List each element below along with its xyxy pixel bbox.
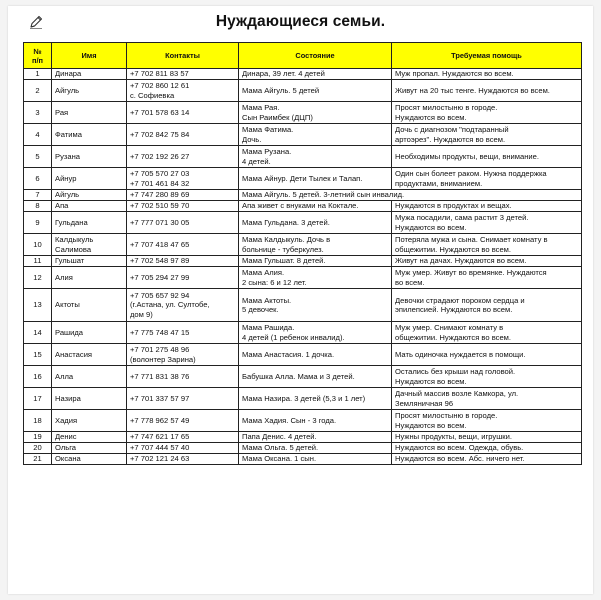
- cell-contacts: +7 701 275 48 96 (волонтер Зарина): [127, 344, 239, 366]
- cell-name: Апа: [52, 201, 127, 212]
- cell-help: Дачный массив возле Камкора, ул. Земляничная 96: [392, 388, 582, 410]
- cell-number: 9: [24, 212, 52, 234]
- cell-help: Нужны продукты, вещи, игрушки.: [392, 432, 582, 443]
- cell-name: Айгуль: [52, 80, 127, 102]
- column-header-name: Имя: [52, 43, 127, 69]
- cell-number: 8: [24, 201, 52, 212]
- cell-number: 16: [24, 366, 52, 388]
- cell-number: 21: [24, 454, 52, 465]
- cell-name: Динара: [52, 69, 127, 80]
- cell-contacts: +7 702 811 83 57: [127, 69, 239, 80]
- cell-number: 2: [24, 80, 52, 102]
- cell-contacts: +7 775 748 47 15: [127, 322, 239, 344]
- cell-help: Остались без крыши над головой. Нуждаются во всем.: [392, 366, 582, 388]
- cell-status: Мама Фатима. Дочь.: [239, 124, 392, 146]
- cell-status: Мама Рашида. 4 детей (1 ребенок инвалид).: [239, 322, 392, 344]
- table-row: [24, 102, 582, 124]
- cell-help: Муж умер. Живут во времянке. Нуждаются во всем.: [392, 267, 582, 289]
- cell-status: Мама Анастасия. 1 дочка.: [239, 344, 392, 366]
- table-header-row: [24, 43, 582, 69]
- table-row: [24, 289, 582, 322]
- column-header-contacts: Контакты: [127, 43, 239, 69]
- cell-help: Мать одиночка нуждается в помощи.: [392, 344, 582, 366]
- cell-name: Калдыкуль Салимова: [52, 234, 127, 256]
- table-row: [24, 201, 582, 212]
- cell-help: Муж пропал. Нуждаются во всем.: [392, 69, 582, 80]
- document-page: [8, 6, 593, 594]
- cell-status: Мама Алия. 2 сына: 6 и 12 лет.: [239, 267, 392, 289]
- cell-contacts: +7 747 280 89 69: [127, 190, 239, 201]
- cell-name: Анастасия: [52, 344, 127, 366]
- table-row: [24, 212, 582, 234]
- cell-status: Мама Рузана. 4 детей.: [239, 146, 392, 168]
- cell-name: Гульшат: [52, 256, 127, 267]
- cell-help: Муж умер. Снимают комнату в общежитии. Нуждаются во всем.: [392, 322, 582, 344]
- cell-status: Мама Гульдана. 3 детей.: [239, 212, 392, 234]
- cell-name: Рая: [52, 102, 127, 124]
- cell-number: 1: [24, 69, 52, 80]
- table-row: [24, 234, 582, 256]
- cell-number: 14: [24, 322, 52, 344]
- column-header-help: Требуемая помощь: [392, 43, 582, 69]
- cell-number: 18: [24, 410, 52, 432]
- cell-help: Живут на 20 тыс тенге. Нуждаются во всем.: [392, 80, 582, 102]
- cell-number: 15: [24, 344, 52, 366]
- table-row: [24, 454, 582, 465]
- cell-name: Рашида: [52, 322, 127, 344]
- cell-contacts: +7 777 071 30 05: [127, 212, 239, 234]
- cell-status: Апа живет с внуками на Коктале.: [239, 201, 392, 212]
- table-body: [24, 69, 582, 465]
- cell-contacts: +7 778 962 57 49: [127, 410, 239, 432]
- cell-name: Ольга: [52, 443, 127, 454]
- table-row: [24, 410, 582, 432]
- cell-contacts: +7 747 621 17 65: [127, 432, 239, 443]
- cell-help: Дочь с диагнозом "подтаранный артоэрез". Нуждаются во всем.: [392, 124, 582, 146]
- table-row: [24, 190, 582, 201]
- cell-contacts: +7 705 294 27 99: [127, 267, 239, 289]
- cell-name: Алла: [52, 366, 127, 388]
- table-row: [24, 69, 582, 80]
- cell-status: Мама Рая. Сын Раимбек (ДЦП): [239, 102, 392, 124]
- table-row: [24, 146, 582, 168]
- cell-number: 6: [24, 168, 52, 190]
- page-title: Нуждающиеся семьи.: [215, 13, 386, 30]
- table-row: [24, 168, 582, 190]
- table-row: [24, 443, 582, 454]
- cell-contacts: +7 701 578 63 14: [127, 102, 239, 124]
- cell-number: 7: [24, 190, 52, 201]
- cell-help: Просят милостыню в городе. Нуждаются во всем.: [392, 410, 582, 432]
- column-header-number: № п/п: [24, 43, 52, 69]
- cell-contacts: +7 702 510 59 70: [127, 201, 239, 212]
- cell-contacts: +7 702 192 26 27: [127, 146, 239, 168]
- cell-name: Назира: [52, 388, 127, 410]
- cell-contacts: +7 702 842 75 84: [127, 124, 239, 146]
- cell-number: 5: [24, 146, 52, 168]
- cell-help: Нуждаются в продуктах и вещах.: [392, 201, 582, 212]
- cell-help: Нуждаются во всем. Одежда, обувь.: [392, 443, 582, 454]
- table-row: [24, 366, 582, 388]
- cell-status: Мама Гульшат. 8 детей.: [239, 256, 392, 267]
- table-row: [24, 256, 582, 267]
- cell-contacts: +7 702 548 97 89: [127, 256, 239, 267]
- cell-name: Рузана: [52, 146, 127, 168]
- cell-status: Мама Айгуль. 5 детей: [239, 80, 392, 102]
- cell-status: Динара, 39 лет. 4 детей: [239, 69, 392, 80]
- cell-status: Мама Назира. 3 детей (5,3 и 1 лет): [239, 388, 392, 410]
- cell-help: Просят милостыню в городе. Нуждаются во всем.: [392, 102, 582, 124]
- cell-status: Мама Айгуль. 5 детей. 3-летний сын инвалид.: [239, 190, 582, 201]
- cell-contacts: +7 705 570 27 03 +7 701 461 84 32: [127, 168, 239, 190]
- cell-status: Мама Оксана. 1 сын.: [239, 454, 392, 465]
- cell-name: Оксана: [52, 454, 127, 465]
- cell-name: Фатима: [52, 124, 127, 146]
- table-row: [24, 80, 582, 102]
- table-row: [24, 267, 582, 289]
- cell-number: 17: [24, 388, 52, 410]
- cell-status: Мама Актоты. 5 девочек.: [239, 289, 392, 322]
- cell-name: Актоты: [52, 289, 127, 322]
- cell-status: Мама Айнур. Дети Тылек и Талап.: [239, 168, 392, 190]
- cell-contacts: +7 707 418 47 65: [127, 234, 239, 256]
- cell-name: Алия: [52, 267, 127, 289]
- cell-status: Мама Хадия. Сын - 3 года.: [239, 410, 392, 432]
- cell-number: 4: [24, 124, 52, 146]
- cell-help: Один сын болеет раком. Нужна поддержка продуктами, вниманием.: [392, 168, 582, 190]
- cell-contacts: +7 705 657 92 94 (г.Астана, ул. Султобе, дом 9): [127, 289, 239, 322]
- cell-contacts: +7 707 444 57 40: [127, 443, 239, 454]
- cell-contacts: +7 701 337 57 97: [127, 388, 239, 410]
- cell-contacts: +7 702 860 12 61 с. Софиевка: [127, 80, 239, 102]
- cell-help: Нуждаются во всем. Абс. ничего нет.: [392, 454, 582, 465]
- table-row: [24, 124, 582, 146]
- cell-number: 3: [24, 102, 52, 124]
- table-row: [24, 432, 582, 443]
- cell-help: Мужа посадили, сама растит 3 детей. Нуждаются во всем.: [392, 212, 582, 234]
- cell-status: Мама Ольга. 5 детей.: [239, 443, 392, 454]
- cell-help: Живут на дачах. Нуждаются во всем.: [392, 256, 582, 267]
- cell-help: Девочки страдают пороком сердца и эпилепсией. Нуждаются во всем.: [392, 289, 582, 322]
- column-header-status: Состояние: [239, 43, 392, 69]
- cell-number: 10: [24, 234, 52, 256]
- cell-name: Хадия: [52, 410, 127, 432]
- cell-name: Денис: [52, 432, 127, 443]
- families-table: [23, 42, 582, 465]
- cell-status: Мама Калдыкуль. Дочь в больнице - туберкулез.: [239, 234, 392, 256]
- cell-number: 20: [24, 443, 52, 454]
- table-row: [24, 344, 582, 366]
- cell-number: 19: [24, 432, 52, 443]
- cell-contacts: +7 702 121 24 63: [127, 454, 239, 465]
- cell-help: Потеряла мужа и сына. Снимает комнату в общежитии. Нуждаются во всем.: [392, 234, 582, 256]
- cell-name: Айгуль: [52, 190, 127, 201]
- table-row: [24, 388, 582, 410]
- cell-status: Бабушка Алла. Мама и 3 детей.: [239, 366, 392, 388]
- cell-contacts: +7 771 831 38 76: [127, 366, 239, 388]
- cell-number: 13: [24, 289, 52, 322]
- cell-help: Необходимы продукты, вещи, внимание.: [392, 146, 582, 168]
- cell-name: Гульдана: [52, 212, 127, 234]
- cell-status: Папа Денис. 4 детей.: [239, 432, 392, 443]
- cell-name: Айнур: [52, 168, 127, 190]
- cell-number: 11: [24, 256, 52, 267]
- table-row: [24, 322, 582, 344]
- cell-number: 12: [24, 267, 52, 289]
